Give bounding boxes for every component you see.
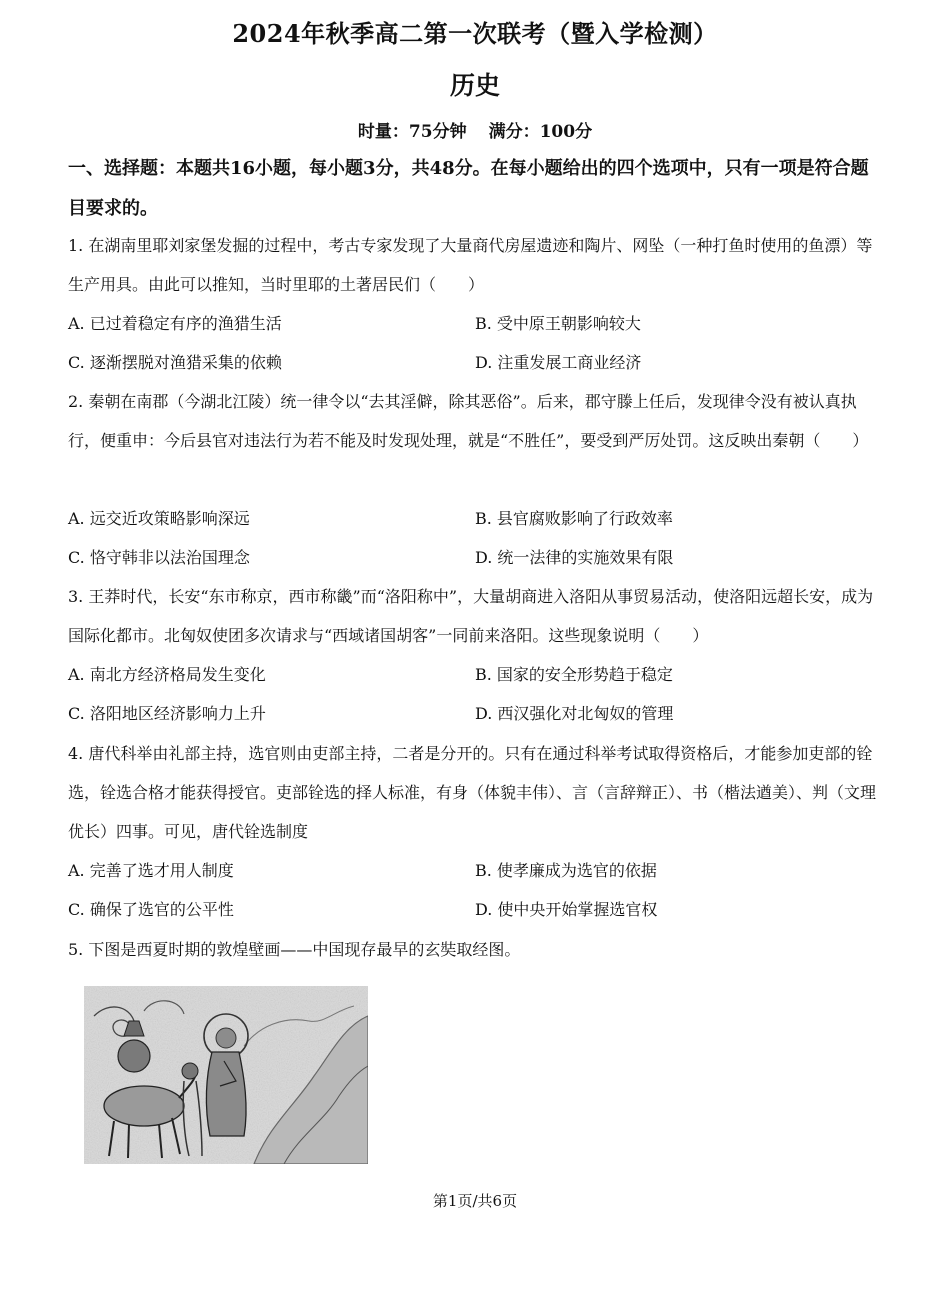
option-c: C. 洛阳地区经济影响力上升 [68,704,266,723]
page-footer: 第1页/共6页 [432,1192,518,1210]
option-b: B. 县官腐败影响了行政效率 [475,509,673,528]
question-3-stem: 3. 王莽时代，长安“东市称京，西市称畿”而“洛阳称中”，大量胡商进入洛阳从事贸易活动，使洛阳远超长安，成为国际化都市。北匈奴使团多次请求与“西域诸国胡客”一同前来洛阳。这些现象说明（ ） [68,587,874,645]
mural-image [84,986,368,1164]
option-c: C. 恪守韩非以法治国理念 [68,548,250,567]
option-c: C. 逐渐摆脱对渔猎采集的依赖 [68,353,282,372]
question-2-stem: 2. 秦朝在南郡（今湖北江陵）统一律令以“去其淫僻，除其恶俗”。后来，郡守滕上任后，发现律令没有被认真执行，便重申：今后县官对违法行为若不能及时发现处理，就是“不胜任”，要受到严厉处罚。这反映出秦朝（ ） [68,392,869,450]
option-d: D. 统一法律的实施效果有限 [475,548,674,567]
option-a: A. 已过着稳定有序的渔猎生活 [68,314,282,333]
option-b: B. 使孝廉成为选官的依据 [475,861,657,880]
question-4-options [68,851,882,929]
time-limit: 时量：75分钟 [357,122,467,142]
pack-bundle [118,1040,150,1072]
option-a: A. 完善了选才用人制度 [68,861,234,880]
option-c: C. 确保了选官的公平性 [68,900,234,919]
exam-meta [0,117,950,142]
question-5-stem: 5. 下图是西夏时期的敦煌壁画——中国现存最早的玄奘取经图。 [68,940,521,959]
monk-head [216,1028,236,1048]
option-b: B. 受中原王朝影响较大 [475,314,641,333]
option-a: A. 南北方经济格局发生变化 [68,665,266,684]
exam-title: 2024年秋季高二第一次联考（暨入学检测） [232,19,718,48]
option-b: B. 国家的安全形势趋于稳定 [475,665,673,684]
exam-subject: 历史 [449,71,500,100]
section-heading: 一、选择题：本题共16小题，每小题3分，共48分。在每小题给出的四个选项中，只有一项是符合题目要求的。 [68,158,869,219]
option-d: D. 使中央开始掌握选官权 [475,900,658,919]
option-d: D. 西汉强化对北匈奴的管理 [475,704,674,723]
companion-head [182,1063,198,1079]
question-2-options [68,499,882,577]
question-4-stem: 4. 唐代科举由礼部主持，选官则由吏部主持，二者是分开的。只有在通过科举考试取得资格后，才能参加吏部的铨选，铨选合格才能获得授官。吏部铨选的择人标准，有身（体貌丰伟）、言（言辞辩正）、书（楷法遒美）、判（文理优长）四事。可见，唐代铨选制度 [68,744,877,841]
option-a: A. 远交近攻策略影响深远 [68,509,250,528]
question-3-options [68,655,882,733]
full-score: 满分：100分 [488,122,593,142]
question-1-stem: 1. 在湖南里耶刘家堡发掘的过程中，考古专家发现了大量商代房屋遗迹和陶片、网坠（一种打鱼时使用的鱼漂）等生产用具。由此可以推知，当时里耶的土著居民们（ ） [68,236,873,294]
question-1-options [68,304,882,382]
option-d: D. 注重发展工商业经济 [475,353,642,372]
